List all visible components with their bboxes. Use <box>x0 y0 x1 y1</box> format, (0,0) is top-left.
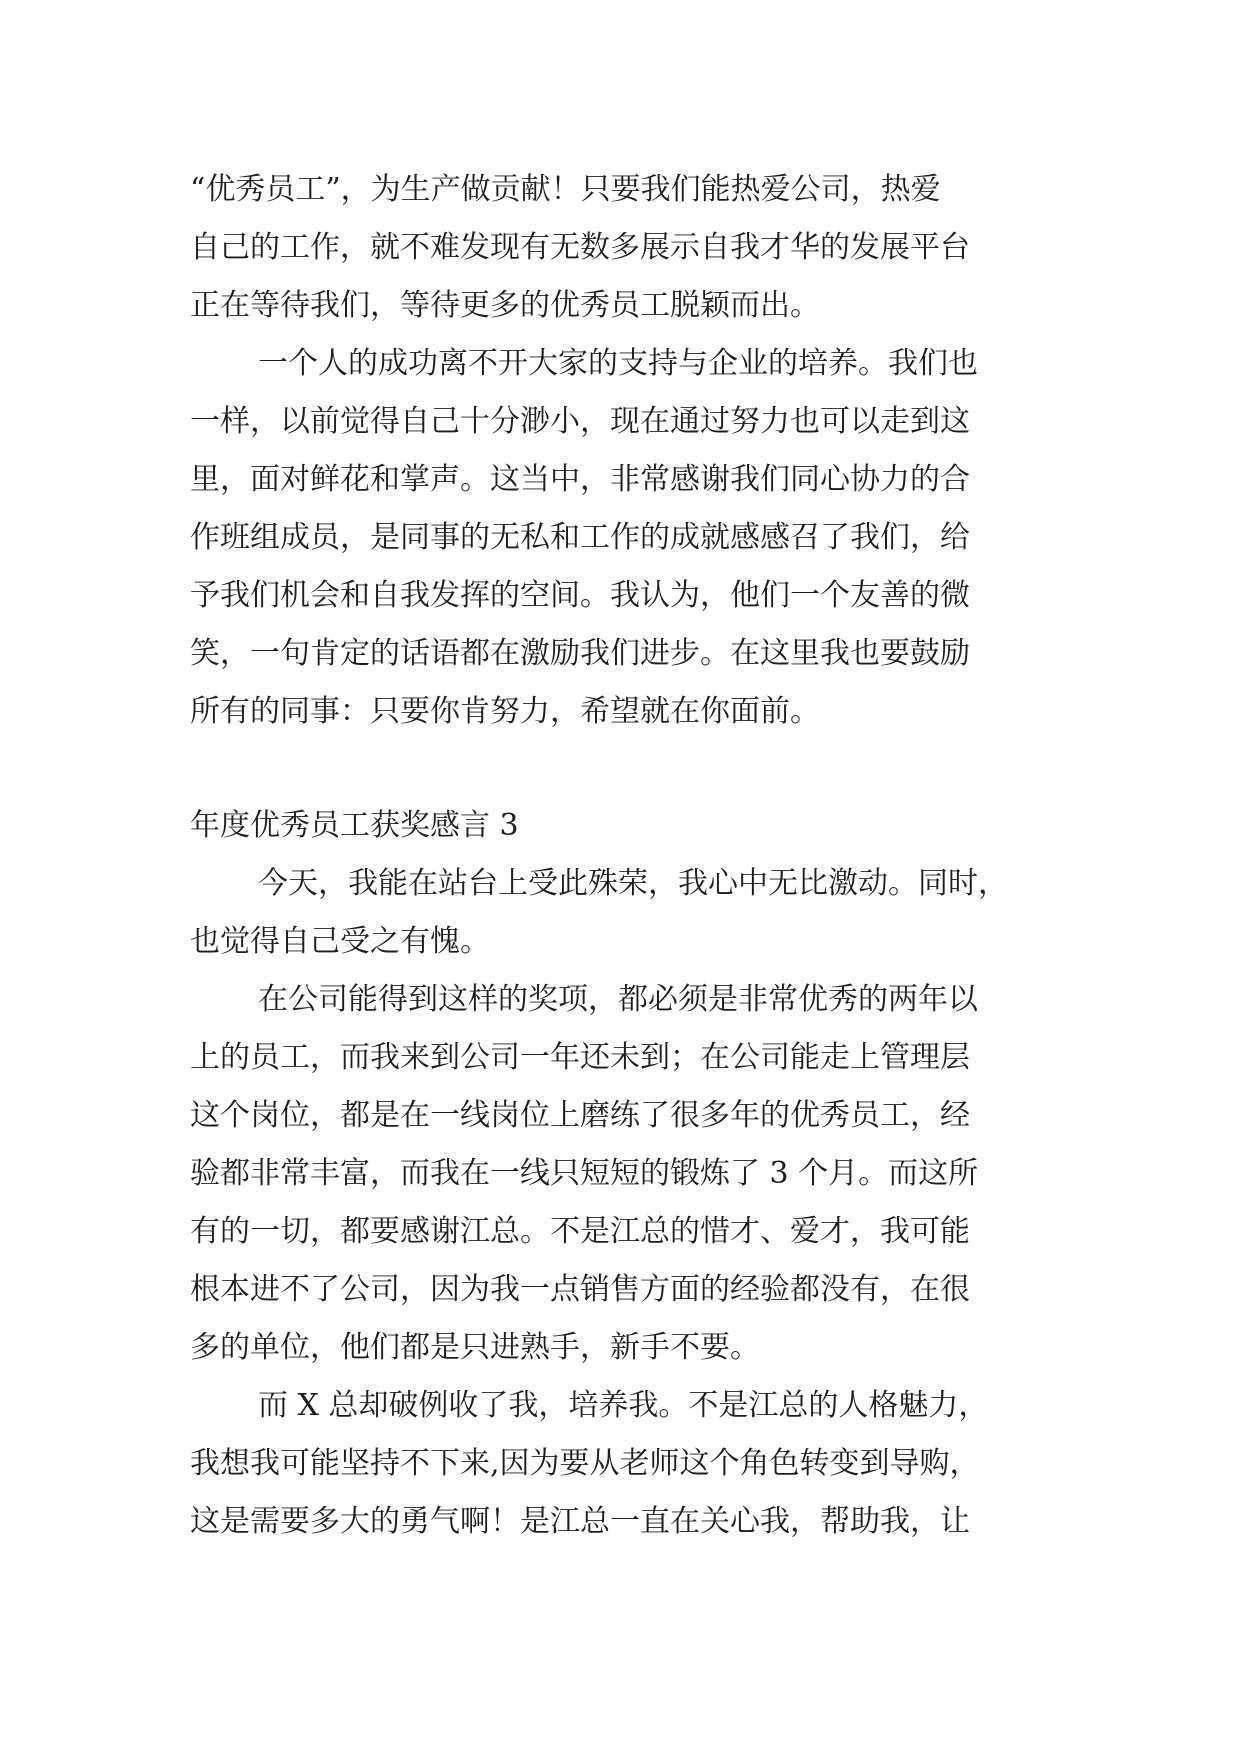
paragraph-line: 多的单位，他们都是只进熟手，新手不要。 <box>190 1330 760 1365</box>
paragraph-line: 一样，以前觉得自己十分渺小，现在通过努力也可以走到这 <box>190 404 970 439</box>
paragraph-line: 验都非常丰富，而我在一线只短短的锻炼了 3 个月。而这所 <box>190 1156 979 1191</box>
paragraph-line: 自己的工作，就不难发现有无数多展示自我才华的发展平台 <box>190 230 970 265</box>
paragraph-line: 而 X 总却破例收了我，培养我。不是江总的人格魅力， <box>258 1388 989 1423</box>
section-heading: 年度优秀员工获奖感言 3 <box>190 808 519 843</box>
paragraph-line: 今天，我能在站台上受此殊荣，我心中无比激动。同时， <box>258 866 1008 901</box>
paragraph-line: 我想我可能坚持不下来,因为要从老师这个角色转变到导购， <box>190 1446 980 1481</box>
paragraph-line: 一个人的成功离不开大家的支持与企业的培养。我们也 <box>258 346 978 381</box>
paragraph-line: 里，面对鲜花和掌声。这当中，非常感谢我们同心协力的合 <box>190 462 970 497</box>
paragraph-line: 所有的同事：只要你肯努力，希望就在你面前。 <box>190 694 820 729</box>
paragraph-line: 作班组成员，是同事的无私和工作的成就感感召了我们，给 <box>190 520 970 555</box>
paragraph-line: 也觉得自己受之有愧。 <box>190 924 490 959</box>
paragraph-line: 有的一切，都要感谢江总。不是江总的惜才、爱才，我可能 <box>190 1214 970 1249</box>
paragraph-line: “优秀员工”，为生产做贡献！只要我们能热爱公司，热爱 <box>190 172 941 207</box>
paragraph-line: 根本进不了公司，因为我一点销售方面的经验都没有，在很 <box>190 1272 970 1307</box>
paragraph-line: 这是需要多大的勇气啊！是江总一直在关心我，帮助我，让 <box>190 1504 970 1539</box>
paragraph-line: 这个岗位，都是在一线岗位上磨练了很多年的优秀员工，经 <box>190 1098 970 1133</box>
paragraph-line: 上的员工，而我来到公司一年还未到；在公司能走上管理层 <box>190 1040 970 1075</box>
paragraph-line: 笑，一句肯定的话语都在激励我们进步。在这里我也要鼓励 <box>190 636 970 671</box>
paragraph-line: 在公司能得到这样的奖项，都必须是非常优秀的两年以 <box>258 982 978 1017</box>
paragraph-line: 予我们机会和自我发挥的空间。我认为，他们一个友善的微 <box>190 578 970 613</box>
paragraph-line: 正在等待我们，等待更多的优秀员工脱颖而出。 <box>190 288 820 323</box>
